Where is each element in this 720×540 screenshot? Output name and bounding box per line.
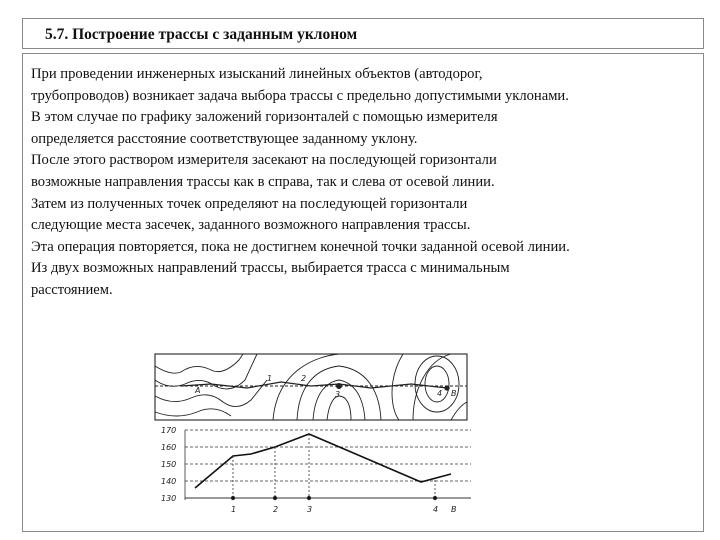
contour-line [155,409,231,416]
profile-point [273,496,277,500]
text-line: следующие места засечек, заданного возможного направления трассы. [31,217,471,234]
map-label-3: 3 [335,390,341,399]
content-box [22,53,704,532]
text-line: Затем из полученных точек определяют на последующей горизонтали [31,195,468,212]
map-label-1: 1 [267,374,273,383]
text-line: В этом случае по графику заложений горизонталей с помощью измерителя [31,109,498,126]
text-line: возможные направления трассы как в справа, так и слева от осевой линии. [31,173,495,190]
route-figure [151,350,471,524]
y-tick-label: 170 [161,426,177,435]
y-tick-label: 160 [161,443,177,452]
y-tick-label: 140 [161,477,177,486]
x-label: 3 [307,505,313,514]
y-tick-label: 150 [161,460,177,469]
contour-line [415,356,459,412]
text-line: расстоянием. [31,281,113,298]
map-point-b [445,386,449,390]
contour-line [155,354,243,373]
text-line: Эта операция повторяется, пока не достигнем конечной точки заданной осевой линии. [31,238,570,255]
figure-svg [151,350,471,524]
x-label: 1 [231,505,237,514]
contour-map [155,354,467,420]
map-label-2: 2 [301,374,307,383]
text-line: определяется расстояние соответствующее заданному уклону. [31,130,418,147]
contour-line [451,402,467,420]
map-label-4: 4 [437,389,443,398]
text-line: При проведении инженерных изысканий линейных объектов (автодорог, [31,66,483,82]
x-label: 4 [433,505,439,514]
text-line: трубопроводов) возникает задача выбора трассы с предельно допустимыми уклонами. [31,87,569,104]
profile-point [231,496,235,500]
page-title: 5.7. Построение трассы с заданным уклоном [45,26,358,43]
body-text [31,64,701,302]
map-label-b: В [451,389,457,398]
contour-line [392,354,403,420]
title-box [22,18,704,49]
profile-point [433,496,437,500]
x-label: 2 [273,505,279,514]
y-tick-label: 130 [161,494,177,503]
contour-line [155,354,257,389]
x-label: В [451,505,457,514]
text-line: Из двух возможных направлений трассы, выбирается трасса с минимальным [31,260,510,277]
text-line: После этого раствором измерителя засекают на последующей горизонтали [31,152,497,169]
profile-point [307,496,311,500]
profile-chart [185,430,471,500]
map-point-3 [336,383,341,388]
contour-line [327,396,351,420]
map-label-a: А [195,386,201,395]
route-line [181,382,447,388]
